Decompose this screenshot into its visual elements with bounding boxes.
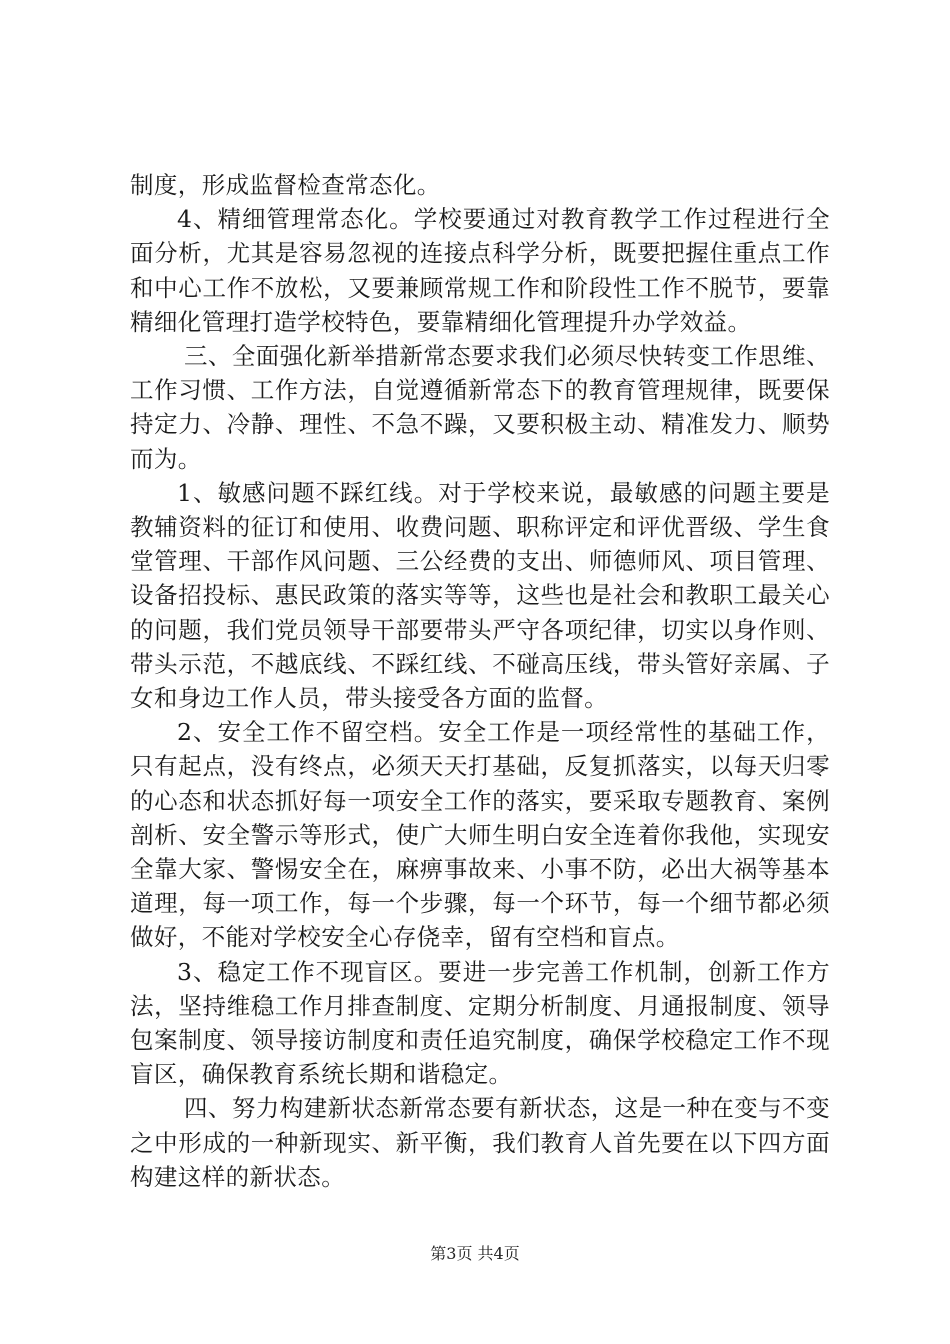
paragraph-section-4: 四、努力构建新状态新常态要有新状态，这是一种在变与不变之中形成的一种新现实、新平衡，我们教育人首先要在以下四方面构建这样的新状态。 xyxy=(130,1094,830,1191)
page-number-label: 第3页 共4页 xyxy=(430,1244,520,1263)
paragraph-item-3: 3、稳定工作不现盲区。要进一步完善工作机制，创新工作方法，坚持维稳工作月排查制度、定期分析制度、月通报制度、领导包案制度、领导接访制度和责任追究制度，确保学校稳定工作不现盲区，确保教育系统长期和谐稳定。 xyxy=(130,957,830,1089)
page-footer xyxy=(0,1244,950,1264)
document-body xyxy=(130,168,830,1194)
paragraph-item-4: 4、精细管理常态化。学校要通过对教育教学工作过程进行全面分析，尤其是容易忽视的连接点科学分析，既要把握住重点工作和中心工作不放松，又要兼顾常规工作和阶段性工作不脱节，要靠精细化管理打造学校特色，要靠精细化管理提升办学效益。 xyxy=(130,205,830,336)
paragraph-continuation: 制度，形成监督检查常态化。 xyxy=(130,171,441,199)
paragraph-item-1: 1、敏感问题不踩红线。对于学校来说，最敏感的问题主要是教辅资料的征订和使用、收费问题、职称评定和评优晋级、学生食堂管理、干部作风问题、三公经费的支出、师德师风、项目管理、设备招投标、惠民政策的落实等等，这些也是社会和教职工最关心的问题，我们党员领导干部要带头严守各项纪律，切实以身作则、带头示范，不越底线、不踩红线、不碰高压线，带头管好亲属、子女和身边工作人员，带头接受各方面的监督。 xyxy=(130,478,830,713)
paragraph-item-2: 2、安全工作不留空档。安全工作是一项经常性的基础工作，只有起点，没有终点，必须天天打基础，反复抓落实，以每天归零的心态和状态抓好每一项安全工作的落实，要采取专题教育、案例剖析、安全警示等形式，使广大师生明白安全连着你我他，实现安全靠大家、警惕安全在，麻痹事故来、小事不防，必出大祸等基本道理，每一项工作，每一个步骤，每一个环节，每一个细节都必须做好，不能对学校安全心存侥幸，留有空档和盲点。 xyxy=(130,718,830,952)
paragraph-section-3: 三、全面强化新举措新常态要求我们必须尽快转变工作思维、工作习惯、工作方法，自觉遵循新常态下的教育管理规律，既要保持定力、冷静、理性、不急不躁，又要积极主动、精准发力、顺势而为。 xyxy=(130,342,830,473)
